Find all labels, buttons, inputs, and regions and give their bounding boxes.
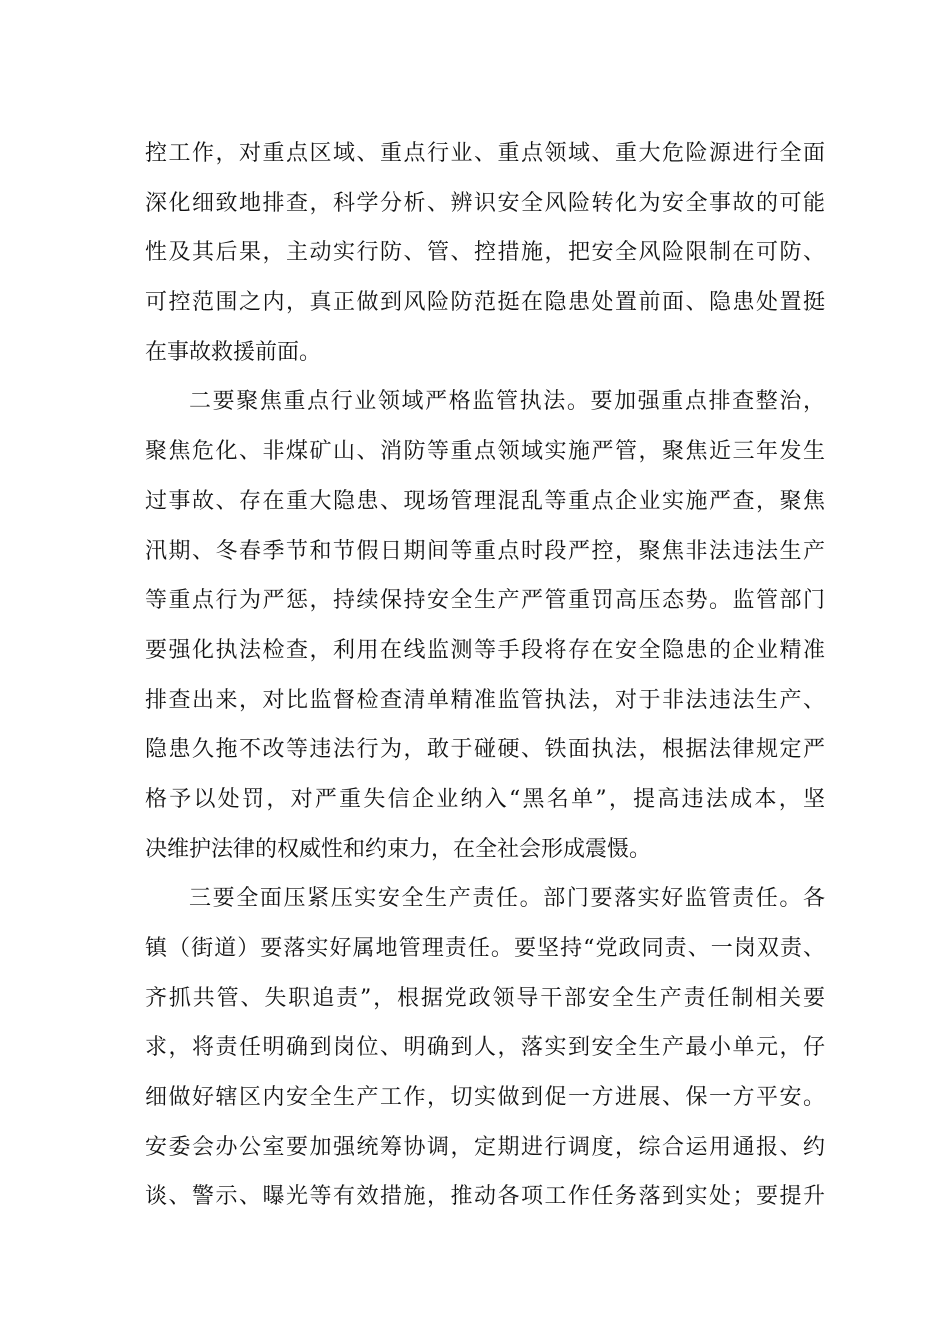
document-page	[145, 129, 825, 1222]
text-line: 控工作，对重点区域、重点行业、重点领域、重大危险源进行全面	[145, 141, 825, 166]
text-line: 深化细致地排查，科学分析、辨识安全风险转化为安全事故的可能	[145, 190, 825, 216]
text-line: 过事故、存在重大隐患、现场管理混乱等重点企业实施严查，聚焦	[145, 488, 825, 514]
text-line: 求，将责任明确到岗位、明确到人，落实到安全生产最小单元，仔	[145, 1035, 825, 1061]
text-line-indented: 二要聚焦重点行业领域严格监管执法。要加强重点排查整治，	[189, 389, 825, 415]
text-line-indented: 三要全面压紧压实安全生产责任。部门要落实好监管责任。各	[189, 886, 825, 912]
text-line: 隐患久拖不改等违法行为，敢于碰硬、铁面执法，根据法律规定严	[145, 737, 825, 763]
text-line: 细做好辖区内安全生产工作，切实做到促一方进展、保一方平安。	[145, 1085, 825, 1111]
text-line: 在事故救援前面。	[145, 339, 322, 365]
text-line: 可控范围之内，真正做到风险防范挺在隐患处置前面、隐患处置挺	[145, 290, 825, 316]
text-line: 排查出来，对比监督检查清单精准监管执法，对于非法违法生产、	[145, 687, 825, 713]
text-line: 格予以处罚，对严重失信企业纳入“黑名单”，提高违法成本，坚	[145, 786, 825, 812]
paragraph-two	[145, 377, 825, 874]
text-line: 性及其后果，主动实行防、管、控措施，把安全风险限制在可防、	[145, 240, 825, 266]
text-line: 决维护法律的权威性和约束力，在全社会形成震慑。	[145, 836, 652, 862]
text-line: 等重点行为严惩，持续保持安全生产严管重罚高压态势。监管部门	[145, 588, 825, 614]
text-line: 齐抓共管、失职追责”，根据党政领导干部安全生产责任制相关要	[145, 985, 825, 1011]
paragraph-continuation	[145, 129, 825, 377]
text-line: 聚焦危化、非煤矿山、消防等重点领域实施严管，聚焦近三年发生	[145, 439, 825, 465]
text-line: 安委会办公室要加强统筹协调，定期进行调度，综合运用通报、约	[145, 1134, 825, 1160]
paragraph-three	[145, 874, 825, 1222]
text-line: 要强化执法检查，利用在线监测等手段将存在安全隐患的企业精准	[145, 637, 825, 663]
text-line: 谈、警示、曝光等有效措施，推动各项工作任务落到实处；要提升	[145, 1184, 825, 1210]
text-line: 镇（街道）要落实好属地管理责任。要坚持“党政同责、一岗双责、	[145, 936, 825, 961]
text-line: 汛期、冬春季节和节假日期间等重点时段严控，聚焦非法违法生产	[145, 538, 825, 564]
